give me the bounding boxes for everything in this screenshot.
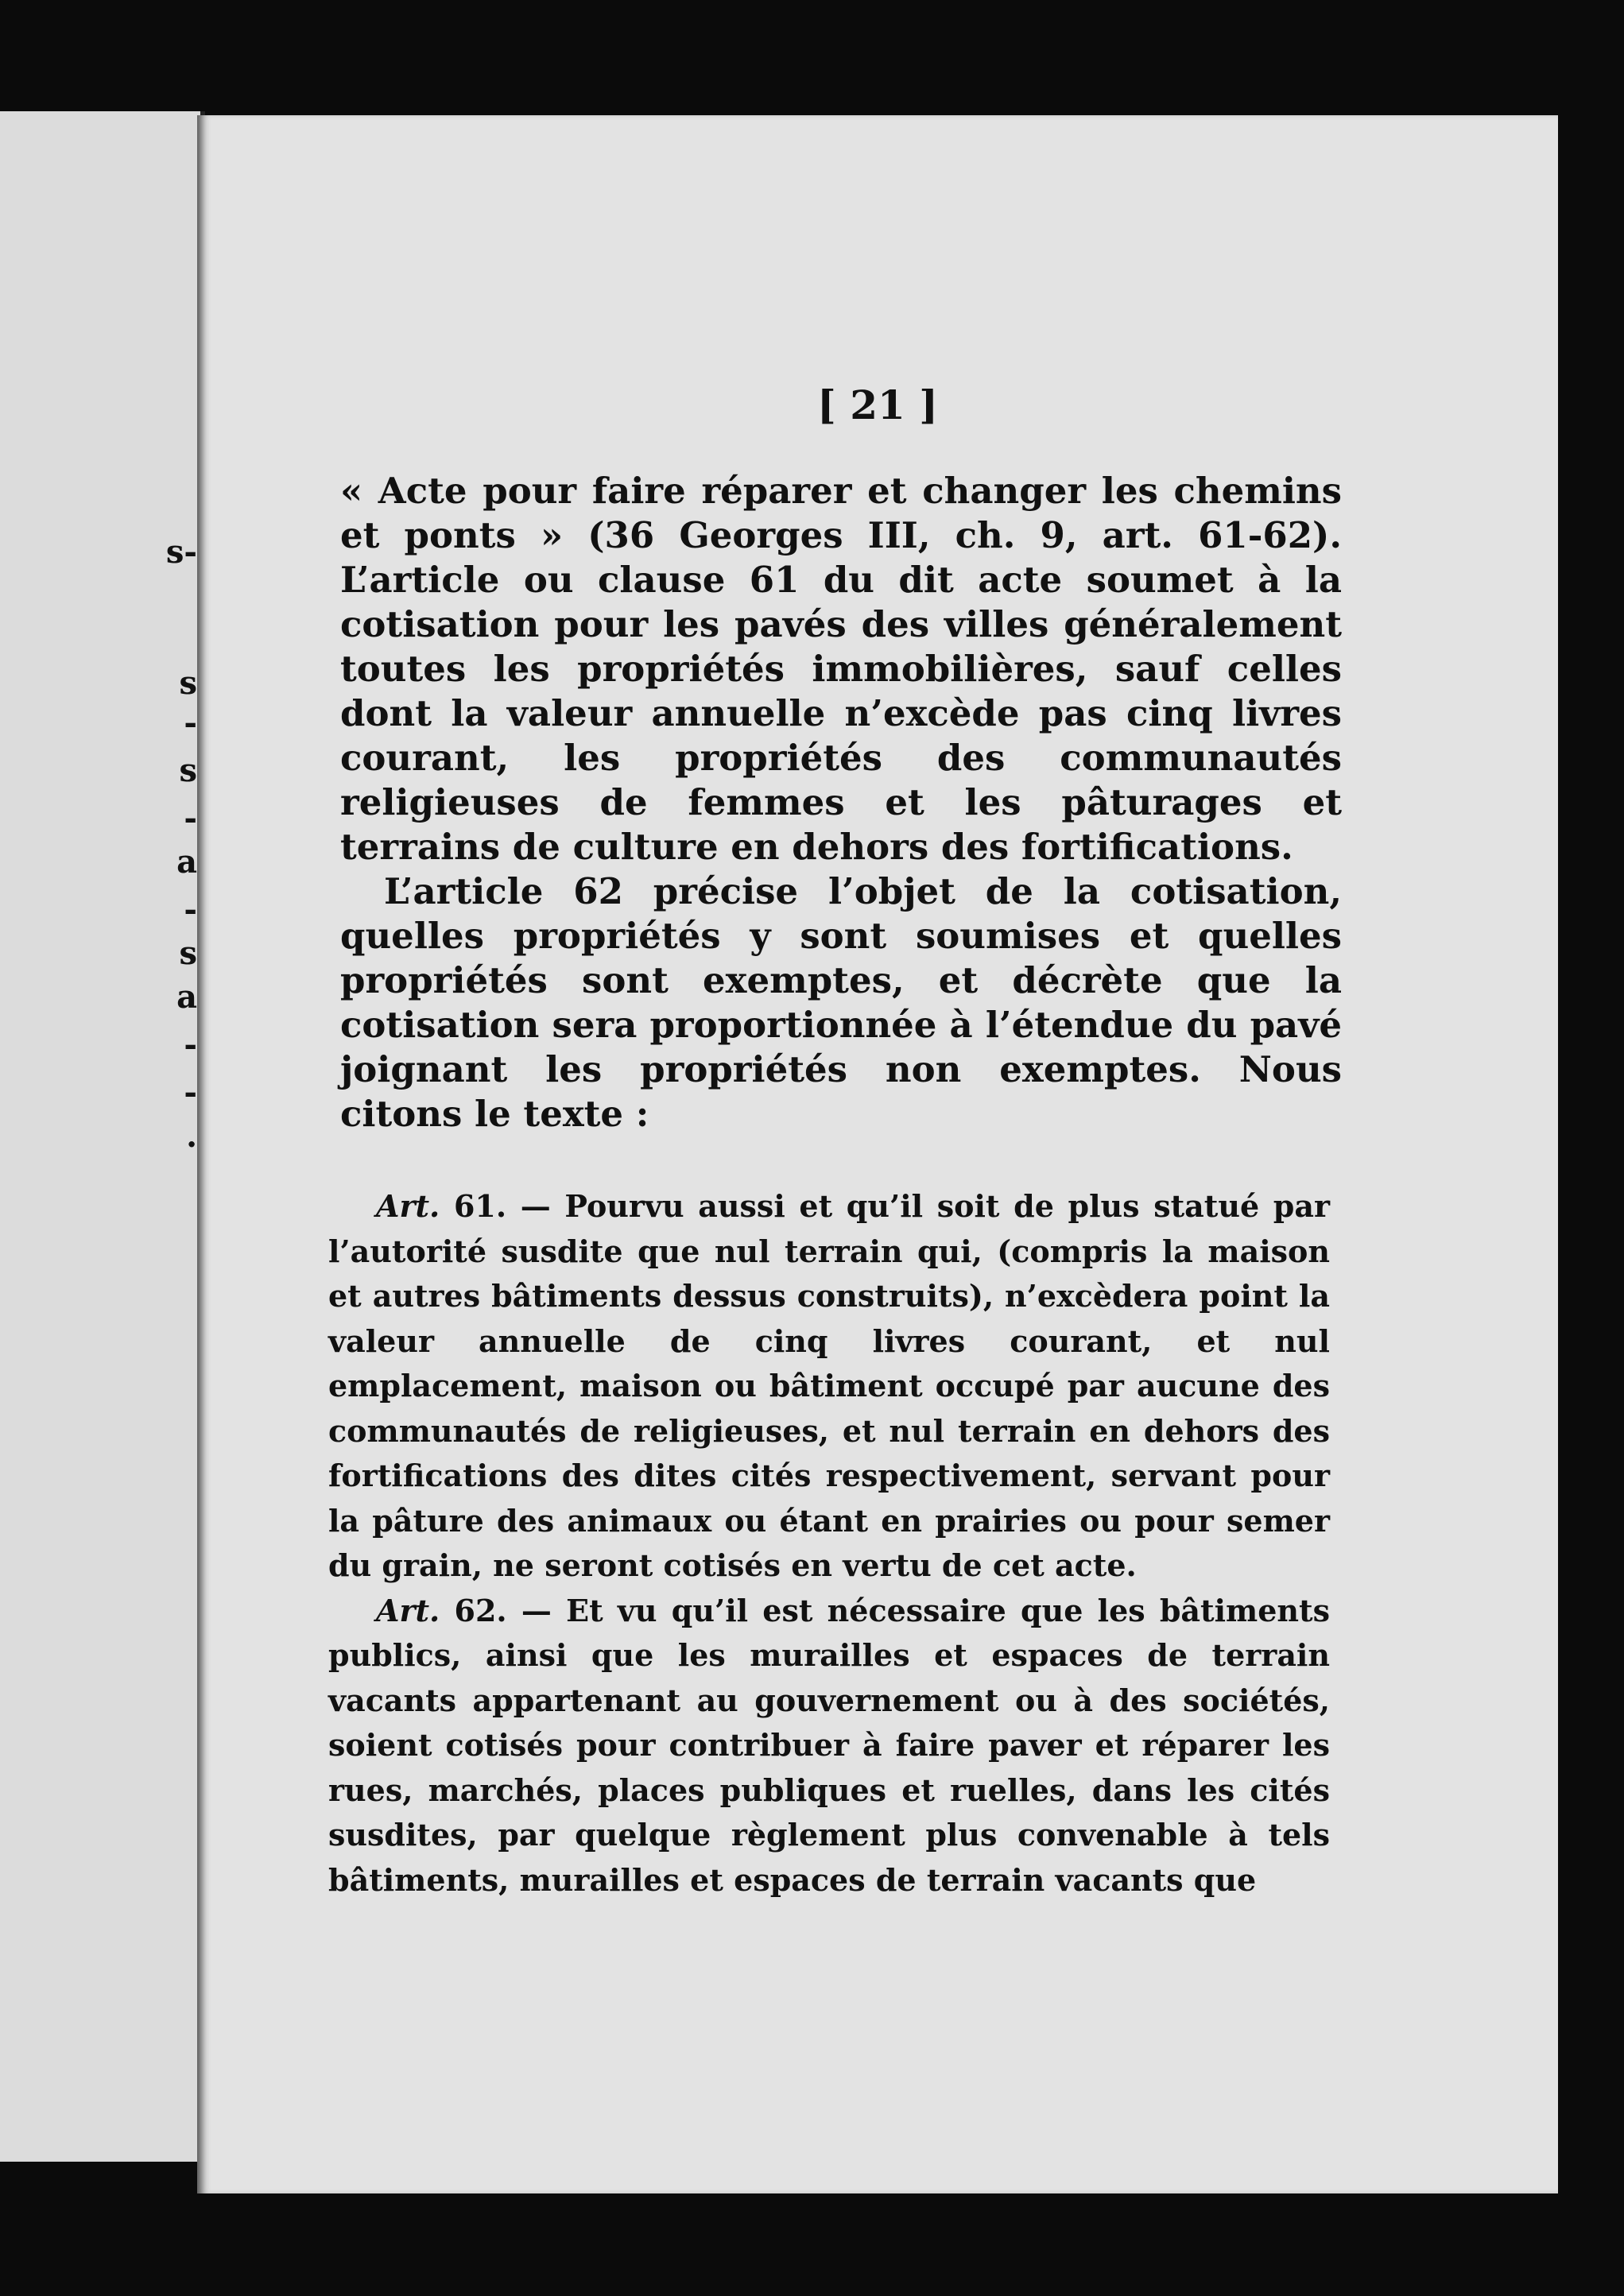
document-page: [197, 115, 1558, 2193]
fragment: -: [184, 1026, 197, 1063]
article-label: Art.: [376, 1188, 440, 1224]
previous-page-edge: [0, 111, 205, 2162]
fragment: s: [179, 664, 197, 702]
fragment: -: [184, 891, 197, 928]
fragment: s: [179, 752, 197, 789]
article-number: 61.: [453, 1188, 507, 1224]
fragment: .: [186, 1117, 197, 1155]
page-number: [ 21 ]: [817, 381, 938, 428]
article-label: Art.: [376, 1592, 440, 1628]
paragraph-article-62-summary: L’article 62 précise l’objet de la cotisation, quelles propriétés y sont soumises et quelles propriétés sont exemptes, et décrète que la cotisation sera proportionnée à l’étendue du pavé joignant les propriétés non exemptes. Nous citons le texte :: [340, 870, 1342, 1135]
fragment: -: [184, 704, 197, 741]
fragment: a: [176, 843, 197, 881]
paragraph-act-title: « Acte pour faire réparer et changer les chemins et ponts » (36 Georges III, ch. 9, art. 61-62). L’article ou clause 61 du dit acte soumet à la cotisation pour les pavés des villes généralement toutes les propriétés immobilières, sauf celles dont la valeur annuelle n’excède pas cinq livres courant, les propriétés des communautés religieuses de femmes et les pâturages et terrains de culture en dehors des fortifications.: [340, 470, 1342, 868]
fragment: s-: [165, 533, 197, 571]
article-number: 62.: [454, 1592, 507, 1628]
fragment: a: [176, 978, 197, 1016]
previous-page-text-fragments: [165, 111, 197, 2162]
fragment: -: [184, 1074, 197, 1111]
quoted-articles: [328, 1184, 1330, 1903]
fragment: s: [179, 935, 197, 972]
article-text: — Et vu qu’il est nécessaire que les bâtiments publics, ainsi que les murailles et espaces de terrain vacants appartenant au gouvernement ou à des sociétés, soient cotisés pour contribuer à faire paver et réparer les rues, marchés, places publiques et ruelles, dans les cités susdites, par quelque règlement plus convenable à tels bâtiments, murailles et espaces de terrain vacants que: [328, 1592, 1331, 1898]
fragment: -: [184, 800, 197, 837]
article-text: — Pourvu aussi et qu’il soit de plus statué par l’autorité susdite que nul terrain qui, (compris la maison et autres bâtiments dessus construits), n’excèdera point la valeur annuelle de cinq livres courant, et nul emplacement, maison ou bâtiment occupé par aucune des communautés de religieuses, et nul terrain en dehors des fortifications des dites cités respectivement, servant pour la pâture des animaux ou étant en prairies ou pour semer du grain, ne seront cotisés en vertu de cet acte.: [328, 1188, 1330, 1583]
intro-text: [340, 469, 1342, 1136]
article-61: [328, 1184, 1330, 1589]
article-62: [328, 1589, 1330, 1903]
